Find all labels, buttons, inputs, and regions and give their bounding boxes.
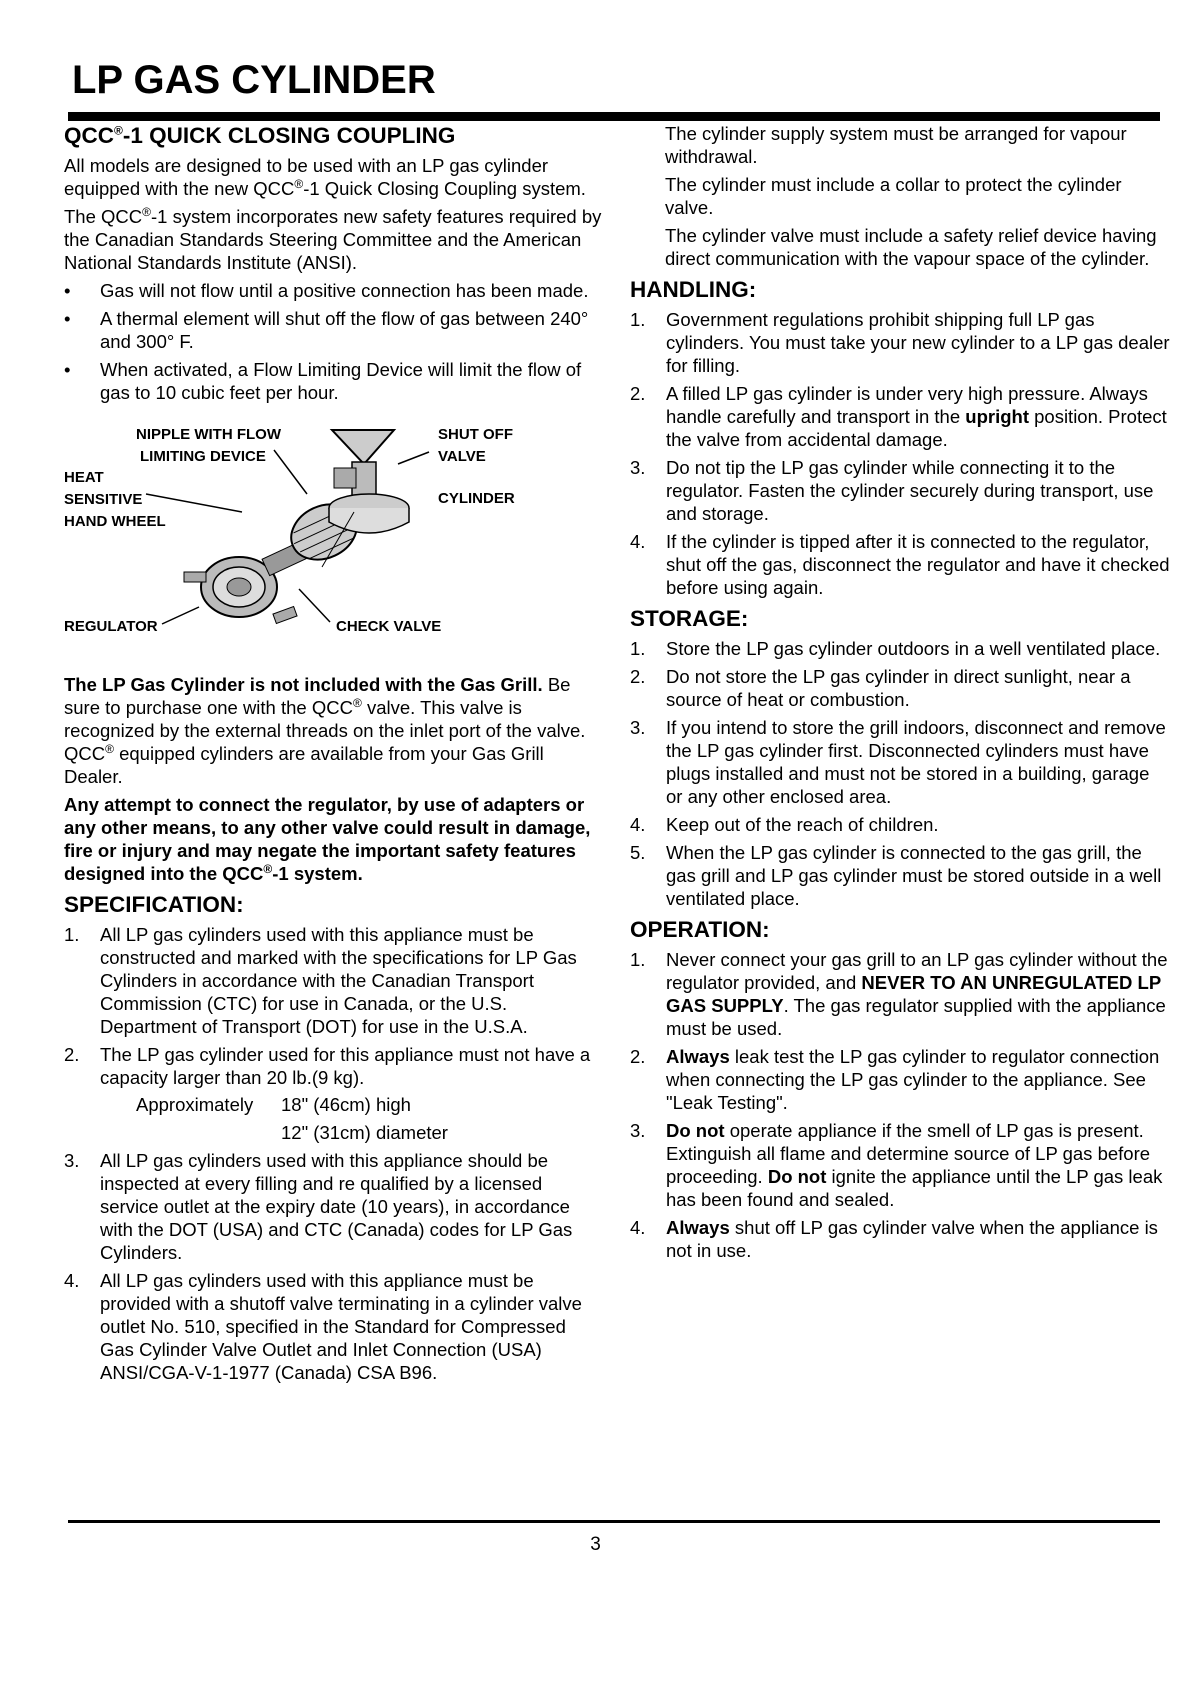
list-item: 4. If the cylinder is tipped after it is connected to the regulator, shut off the gas, disconnect the regulator and have it checked before using again. <box>630 531 1170 598</box>
footer-rule <box>68 1520 1160 1523</box>
list-item: 3. If you intend to store the grill indoors, disconnect and remove the LP gas cylinder first. Disconnected cylinders must have plugs installed and must not be stored in a building, garage or any other enclosed area. <box>630 717 1166 807</box>
qcc-paragraph-1: All models are designed to be used with an LP gas cylinder equipped with the new QCC®-1 Quick Closing Coupling system. <box>64 155 586 199</box>
label-hand-wheel: HEAT SENSITIVE HAND WHEEL <box>64 469 166 530</box>
continued-paragraph: The cylinder must include a collar to protect the cylinder valve. <box>665 174 1122 218</box>
list-item: 3. Do not operate appliance if the smell of LP gas is present. Extinguish all flame and determine source of LP gas before proceeding. Do not ignite the appliance until the LP gas leak has been found and sealed. <box>630 1120 1163 1210</box>
list-item: 2. A filled LP gas cylinder is under very high pressure. Always handle carefully and transport in the upright position. Protect the valve from accidental damage. <box>630 383 1167 450</box>
header-rule <box>68 112 1160 121</box>
qcc-valve-diagram <box>64 412 604 667</box>
handling-list <box>630 308 1170 599</box>
specification-list <box>64 923 604 1384</box>
bullet-icon: • <box>64 280 71 301</box>
list-item: • Gas will not flow until a positive connection has been made. <box>64 280 589 301</box>
list-item: 1. All LP gas cylinders used with this appliance must be constructed and marked with the specifications for LP Gas Cylinders in accordance with the Canadian Transport Commission (CTC) for use in Canada, or the U.S. Department of Transport (DOT) for use in the U.S.A. <box>64 924 577 1037</box>
storage-list <box>630 637 1170 910</box>
list-item: 3. Do not tip the LP gas cylinder while connecting it to the regulator. Fasten the cylinder securely during transport, use and storage. <box>630 457 1154 524</box>
operation-heading: OPERATION: <box>630 917 770 942</box>
list-item: 4. Always shut off LP gas cylinder valve when the appliance is not in use. <box>630 1217 1158 1261</box>
notice-paragraph: The LP Gas Cylinder is not included with the Gas Grill. Be sure to purchase one with the QCC® valve. This valve is recognized by the external threads on the inlet port of the valve. QCC® equipped cylinders are available from your Gas Grill Dealer. <box>64 674 586 787</box>
label-check-valve: CHECK VALVE <box>336 618 442 635</box>
qcc-heading: QCC®-1 QUICK CLOSING COUPLING <box>64 123 456 148</box>
label-shutoff-valve: SHUT OFF VALVE <box>438 426 513 465</box>
bullet-icon: • <box>64 359 71 380</box>
list-item: 1. Government regulations prohibit shipping full LP gas cylinders. You must take your new cylinder to a LP gas dealer for filling. <box>630 309 1170 376</box>
list-item: 5. When the LP gas cylinder is connected to the gas grill, the gas grill and LP gas cylinder must be stored outside in a well ventilated place. <box>630 842 1162 909</box>
right-column <box>630 122 1170 1267</box>
specification-heading: SPECIFICATION: <box>64 892 244 917</box>
operation-list <box>630 948 1170 1262</box>
label-nipple: NIPPLE WITH FLOW LIMITING DEVICE <box>136 426 281 465</box>
label-regulator: REGULATOR <box>64 618 158 635</box>
approx-dimensions: Approximately 18" (46cm) high 12" (31cm) diameter <box>136 1094 448 1143</box>
continued-paragraph: The cylinder supply system must be arranged for vapour withdrawal. <box>665 123 1127 167</box>
qcc-feature-list <box>64 279 604 404</box>
storage-heading: STORAGE: <box>630 606 749 631</box>
list-item: 2. Always leak test the LP gas cylinder to regulator connection when connecting the LP gas cylinder to the appliance. See "Leak Testing". <box>630 1046 1160 1113</box>
page-title: LP GAS CYLINDER <box>72 58 436 102</box>
page-number: 3 <box>590 1534 601 1555</box>
bullet-icon: • <box>64 308 71 329</box>
list-item: 4. Keep out of the reach of children. <box>630 814 939 835</box>
warning-paragraph: Any attempt to connect the regulator, by use of adapters or any other means, to any other valve could result in damage, fire or injury and may negate the important safety features designed into the QCC®-1 system. <box>64 794 591 884</box>
list-item: 2. Do not store the LP gas cylinder in direct sunlight, near a source of heat or combustion. <box>630 666 1131 710</box>
qcc-paragraph-2: The QCC®-1 system incorporates new safety features required by the Canadian Standards Steering Committee and the American National Standards Institute (ANSI). <box>64 204 602 273</box>
continued-paragraph: The cylinder valve must include a safety relief device having direct communication with the vapour space of the cylinder. <box>665 225 1157 269</box>
list-item: 2. The LP gas cylinder used for this appliance must not have a capacity larger than 20 lb.(9 kg). Approximately 18" (46cm) high 12" (31cm) diameter <box>64 1043 604 1144</box>
list-item: 1. Store the LP gas cylinder outdoors in a well ventilated place. <box>630 638 1161 659</box>
left-column <box>64 122 604 1389</box>
list-item: 3. All LP gas cylinders used with this appliance should be inspected at every filling and re qualified by a licensed service outlet at the expiry date (10 years), in accordance with the DOT (USA) and CTC (Canada) codes for LP Gas Cylinders. <box>64 1150 573 1263</box>
list-item: • A thermal element will shut off the flow of gas between 240° and 300° F. <box>64 308 589 352</box>
label-cylinder: CYLINDER <box>438 490 515 507</box>
handling-heading: HANDLING: <box>630 277 757 302</box>
list-item: • When activated, a Flow Limiting Device will limit the flow of gas to 10 cubic feet per hour. <box>64 359 582 403</box>
list-item: 4. All LP gas cylinders used with this appliance must be provided with a shutoff valve terminating in a cylinder valve outlet No. 510, specified in the Standard for Compressed Gas Cylinder Valve Outlet and Inlet Connection (USA) ANSI/CGA-V-1-1977 (Canada) CSA B96. <box>64 1270 582 1383</box>
list-item: 1. Never connect your gas grill to an LP gas cylinder without the regulator provided, and NEVER TO AN UNREGULATED LP GAS SUPPLY. The gas regulator supplied with the appliance must be used. <box>630 949 1168 1039</box>
